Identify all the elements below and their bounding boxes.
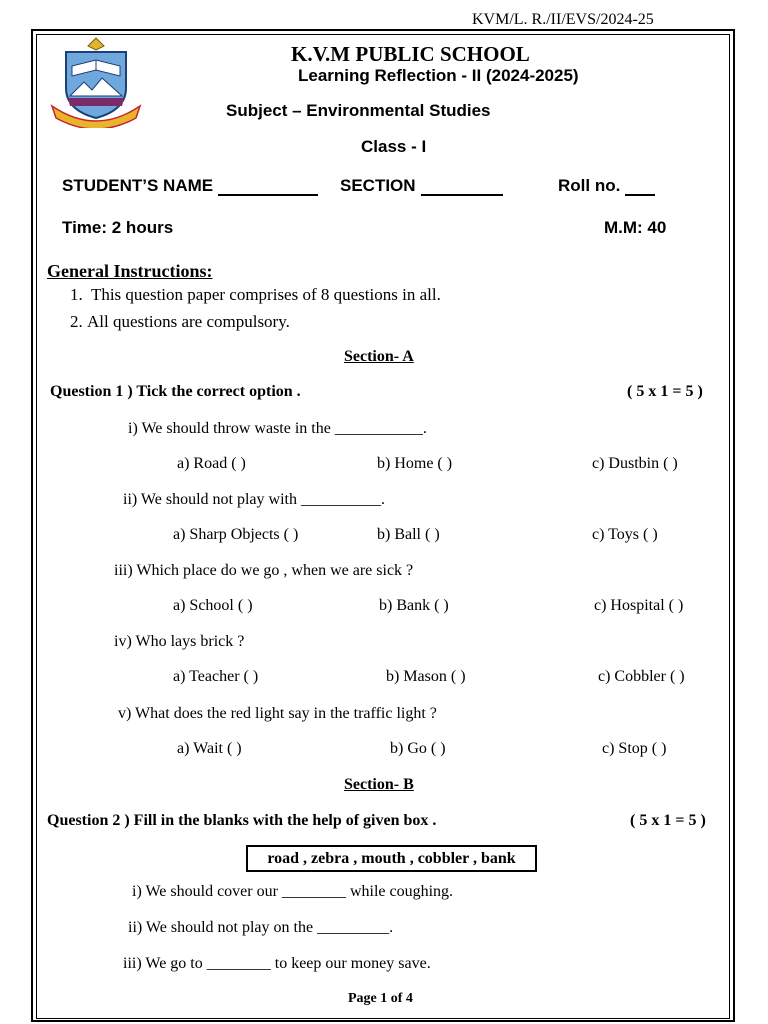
school-name: K.V.M PUBLIC SCHOOL: [291, 42, 530, 66]
question-1-marks: ( 5 x 1 = 5 ): [627, 383, 703, 400]
instruction-text: This question paper comprises of 8 questions in all.: [90, 285, 441, 304]
q1-item-5-option-b[interactable]: b) Go ( ): [390, 740, 446, 757]
q1-item-1-option-c[interactable]: c) Dustbin ( ): [592, 455, 678, 472]
q1-item-5: v) What does the red light say in the traffic light ?: [118, 705, 437, 722]
section-label: SECTION: [340, 176, 416, 195]
roll-number-field: [558, 176, 655, 196]
instruction-item: 2. All questions are compulsory.: [70, 312, 290, 331]
question-2-marks: ( 5 x 1 = 5 ): [630, 812, 706, 829]
student-name-blank[interactable]: [218, 178, 318, 196]
page-number: Page 1 of 4: [348, 991, 413, 1006]
document-reference-code: KVM/L. R./II/EVS/2024-25: [472, 11, 654, 28]
q1-item-3-option-b[interactable]: b) Bank ( ): [379, 597, 449, 614]
q1-item-1-option-b[interactable]: b) Home ( ): [377, 455, 453, 472]
student-name-field: [62, 176, 318, 196]
section-blank[interactable]: [421, 178, 503, 196]
instruction-item: 1. This question paper comprises of 8 questions in all.: [70, 285, 441, 304]
time-allowed: Time: 2 hours: [62, 218, 174, 237]
q1-item-1-option-a[interactable]: a) Road ( ): [177, 455, 246, 472]
section-b-title: Section- B: [344, 776, 414, 793]
section-a-title: Section- A: [344, 348, 414, 365]
q1-item-2-option-c[interactable]: c) Toys ( ): [592, 526, 658, 543]
q1-item-3-option-a[interactable]: a) School ( ): [173, 597, 253, 614]
roll-number-label: Roll no.: [558, 176, 621, 195]
class-title: Class - I: [361, 137, 427, 156]
student-name-label: STUDENT’S NAME: [62, 176, 214, 195]
q1-item-4-option-b[interactable]: b) Mason ( ): [386, 668, 466, 685]
q1-item-2-option-a[interactable]: a) Sharp Objects ( ): [173, 526, 299, 543]
school-logo: [48, 36, 144, 128]
q1-item-5-option-c[interactable]: c) Stop ( ): [602, 740, 667, 757]
word-box: road , zebra , mouth , cobbler , bank: [246, 845, 537, 872]
q1-item-3: iii) Which place do we go , when we are sick ?: [114, 562, 414, 579]
q2-item-2: ii) We should not play on the _________.: [128, 919, 394, 936]
q1-item-4: iv) Who lays brick ?: [114, 633, 245, 650]
q1-item-3-option-c[interactable]: c) Hospital ( ): [594, 597, 684, 614]
section-field: [340, 176, 503, 196]
exam-title: Learning Reflection - II (2024-2025): [298, 66, 579, 85]
q1-item-5-option-a[interactable]: a) Wait ( ): [177, 740, 242, 757]
roll-number-blank[interactable]: [625, 178, 655, 196]
q1-item-4-option-c[interactable]: c) Cobbler ( ): [598, 668, 685, 685]
maximum-marks: M.M: 40: [604, 218, 667, 237]
instructions-heading: General Instructions:: [47, 261, 213, 281]
question-2-text: Question 2 ) Fill in the blanks with the help of given box .: [47, 812, 437, 829]
instruction-text: All questions are compulsory.: [87, 312, 290, 331]
q1-item-4-option-a[interactable]: a) Teacher ( ): [173, 668, 259, 685]
q1-item-2: ii) We should not play with __________.: [123, 491, 385, 508]
q2-item-3: iii) We go to ________ to keep our money save.: [123, 955, 431, 972]
q1-item-2-option-b[interactable]: b) Ball ( ): [377, 526, 440, 543]
q2-item-1: i) We should cover our ________ while coughing.: [132, 883, 454, 900]
q1-item-1: i) We should throw waste in the ___________.: [128, 420, 427, 437]
question-1-text: Question 1 ) Tick the correct option .: [50, 383, 301, 400]
subject-title: Subject – Environmental Studies: [226, 101, 491, 120]
